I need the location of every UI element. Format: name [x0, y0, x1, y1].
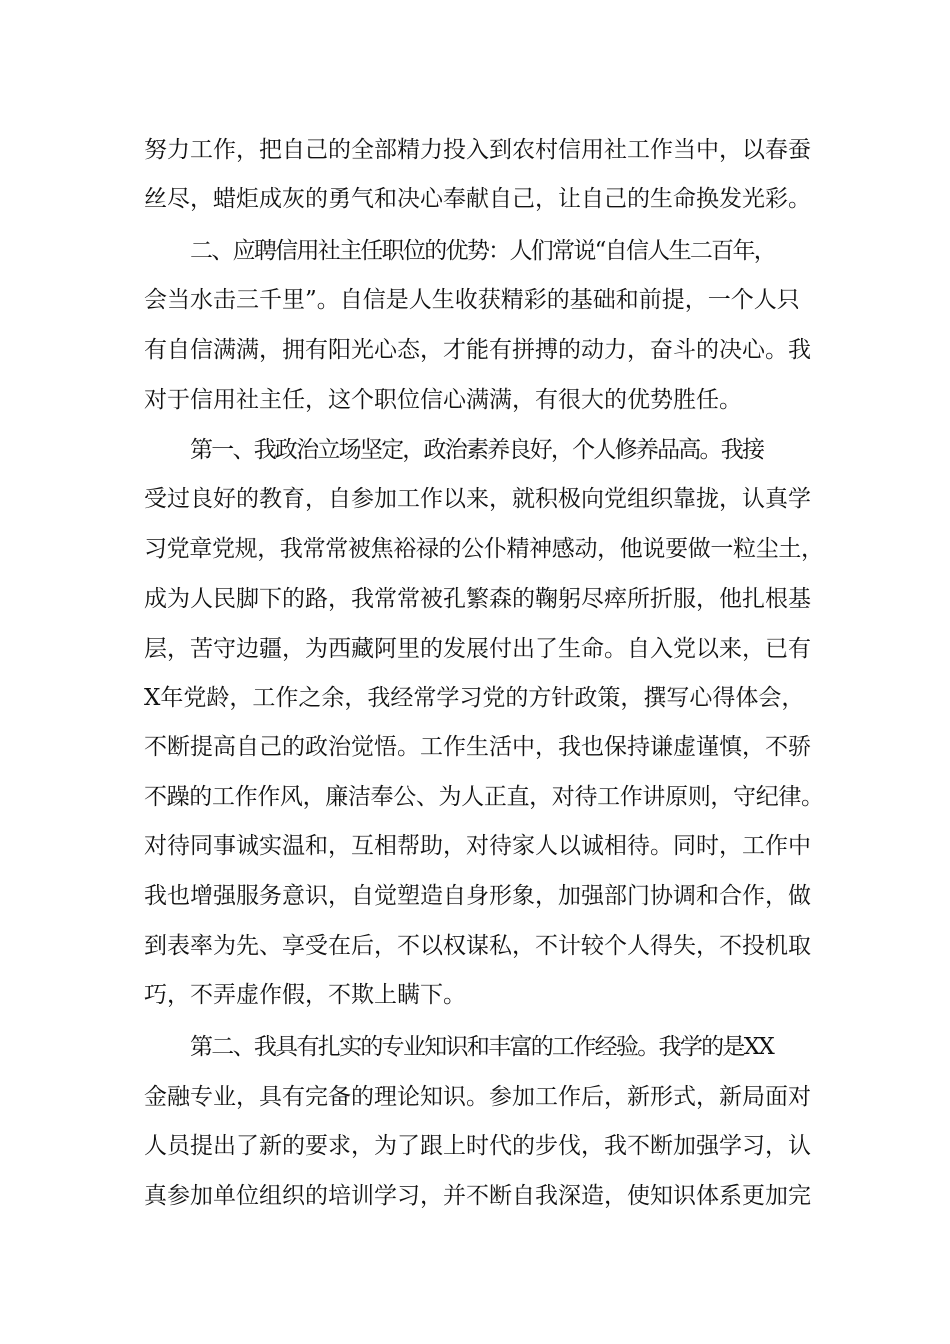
text-line: 到表率为先、享受在后，不以权谋私，不计较个人得失，不投机取	[144, 933, 811, 959]
text-line: 人员提出了新的要求，为了跟上时代的步伐，我不断加强学习，认	[144, 1133, 811, 1159]
text-line: 丝尽，蜡炬成灰的勇气和决心奉献自己，让自己的生命换发光彩。	[144, 186, 811, 212]
paragraph-first-line: 第二、我具有扎实的专业知识和丰富的工作经验。我学的是XX	[190, 1034, 774, 1060]
paragraph-first-line: 二、应聘信用社主任职位的优势：人们常说“自信人生二百年，	[190, 238, 776, 264]
text-line: 真参加单位组织的培训学习，并不断自我深造，使知识体系更加完	[144, 1183, 811, 1209]
text-line: 我也增强服务意识，自觉塑造自身形象，加强部门协调和合作，做	[144, 883, 811, 909]
text-line: 有自信满满，拥有阳光心态，才能有拼搏的动力，奋斗的决心。我	[144, 337, 811, 363]
text-line: 不躁的工作作风，廉洁奉公、为人正直，对待工作讲原则，守纪律。	[144, 784, 824, 810]
text-line: 不断提高自己的政治觉悟。工作生活中，我也保持谦虚谨慎，不骄	[144, 734, 811, 760]
text-line: 层，苦守边疆，为西藏阿里的发展付出了生命。自入党以来，已有	[144, 636, 811, 662]
text-line: 对于信用社主任，这个职位信心满满，有很大的优势胜任。	[144, 387, 742, 413]
text-line: 成为人民脚下的路，我常常被孔繁森的鞠躬尽瘁所折服，他扎根基	[144, 586, 811, 612]
text-line: 努力工作，把自己的全部精力投入到农村信用社工作当中，以春蚕	[144, 137, 811, 163]
text-line: 巧，不弄虚作假，不欺上瞒下。	[144, 982, 466, 1008]
text-line: X年党龄，工作之余，我经常学习党的方针政策，撰写心得体会，	[144, 685, 805, 711]
text-line: 金融专业，具有完备的理论知识。参加工作后，新形式，新局面对	[144, 1084, 811, 1110]
text-line: 受过良好的教育，自参加工作以来，就积极向党组织靠拢，认真学	[144, 486, 811, 512]
paragraph-first-line: 第一、我政治立场坚定，政治素养良好，个人修养品高。我接	[190, 437, 764, 463]
text-line: 对待同事诚实温和，互相帮助，对待家人以诚相待。同时，工作中	[144, 833, 811, 859]
text-line: 习党章党规，我常常被焦裕禄的公仆精神感动，他说要做一粒尘土，	[144, 536, 824, 562]
text-line: 会当水击三千里”。自信是人生收获精彩的基础和前提，一个人只	[144, 287, 800, 313]
